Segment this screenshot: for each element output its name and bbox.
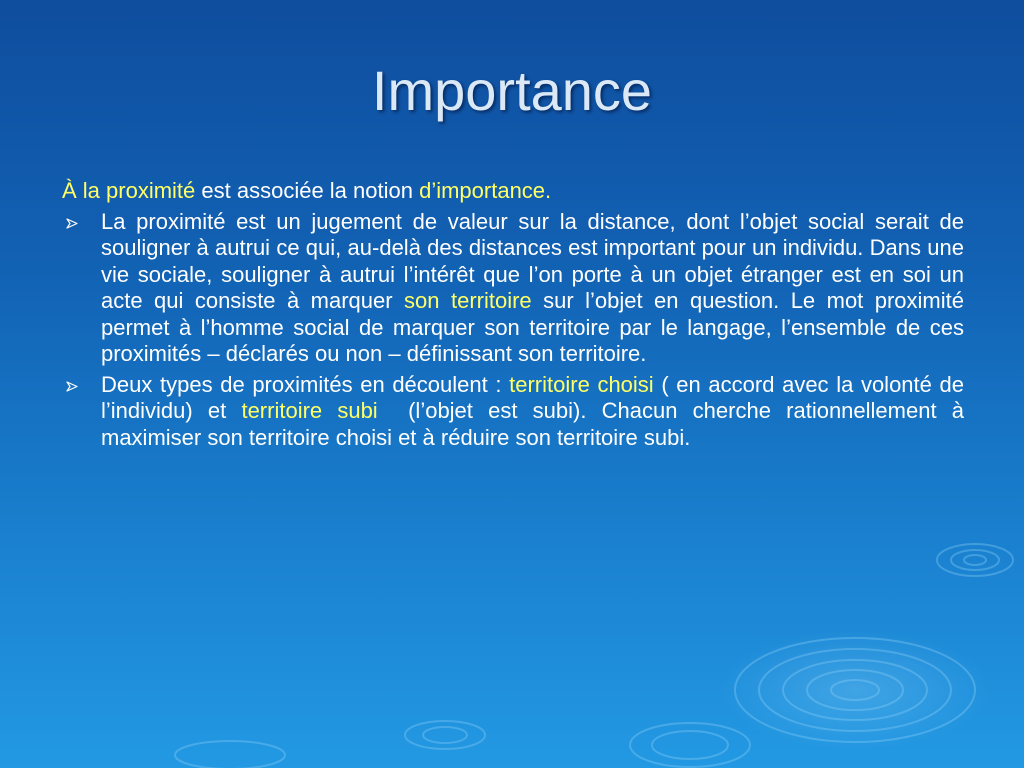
bullet-highlight-territoire-subi: territoire subi xyxy=(241,398,378,423)
bullet-text: sur l’objet en question. Le mot proximité permet à l’homme social de marquer son territoire par le langage, l’ensemble de ces proximités – déclarés ou non – définissant son territoire. xyxy=(101,288,964,366)
intro-text: est associée la notion xyxy=(195,178,420,203)
bullet-text: Deux types de proximités en découlent : xyxy=(101,371,510,397)
intro-highlight-proximite: À la proximité xyxy=(62,178,196,203)
bullet-highlight-son-territoire: son territoire xyxy=(404,288,532,313)
arrow-bullet-icon xyxy=(66,381,78,392)
slide-title: Importance xyxy=(371,59,653,122)
slide-body xyxy=(62,178,971,455)
intro-highlight-importance: d’importance. xyxy=(419,178,552,203)
bullet-item xyxy=(62,209,964,368)
bullet-text: La proximité est un jugement de valeur sur la distance, dont l’objet social serait de souligner à autrui ce qui, au-delà des distances est important pour un individu. Dans une vie sociale, souligner à autrui l’intérêt que l’on porte à un objet étranger est en soi un acte qui consiste à marquer xyxy=(101,208,964,313)
bullet-item xyxy=(62,371,971,452)
arrow-bullet-icon xyxy=(66,218,78,229)
bullet-text: (l’objet est subi). Chacun cherche rationnellement à maximiser son territoire choisi et à réduire son territoire subi. xyxy=(101,398,971,450)
bullet-text: ( en accord avec la volonté de l’individu) et xyxy=(101,371,964,423)
intro-paragraph xyxy=(62,178,964,205)
bullet-list xyxy=(62,208,971,452)
bullet-highlight-territoire-choisi: territoire choisi xyxy=(509,371,654,397)
